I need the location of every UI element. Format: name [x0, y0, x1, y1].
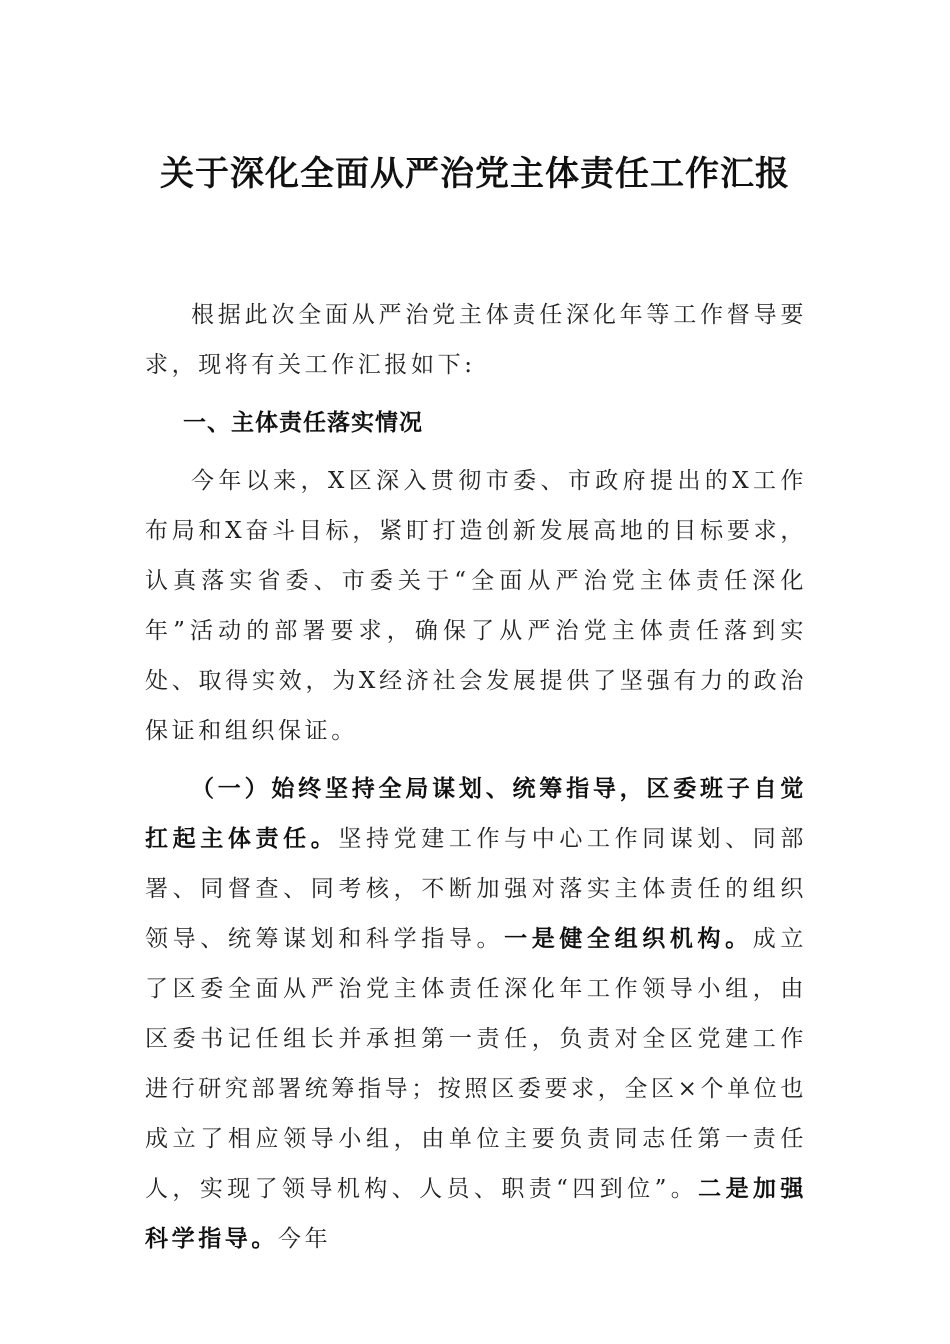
document-body	[145, 290, 807, 1264]
section-heading: 一、主体责任落实情况	[183, 410, 423, 436]
point-one-title: 一是健全组织机构。	[504, 925, 753, 952]
point-two-title: 二是加强科学指导。	[145, 1175, 807, 1252]
subsection-lead: （一）始终坚持全局谋划、统筹指导，区委班子自觉扛起主体责任。	[145, 775, 807, 852]
intro-paragraph: 根据此次全面从严治党主体责任深化年等工作督导要求，现将有关工作汇报如下:	[145, 302, 807, 378]
document-title: 关于深化全面从严治党主体责任工作汇报	[160, 154, 790, 194]
section-paragraph: 今年以来，X区深入贯彻市委、市政府提出的X工作布局和X奋斗目标，紧盯打造创新发展高地的目标要求，认真落实省委、市委关于“全面从严治党主体责任深化年”活动的部署要求，确保了从严治党主体责任落到实处、取得实效，为X经济社会发展提供了坚强有力的政治保证和组织保证。	[145, 468, 807, 744]
subsection-text: 坚持党建工作与中心工作同谋划、同部署、同督查、同考核，不断加强对落实主体责任的组织领导、统筹谋划和科学指导。	[145, 826, 808, 952]
point-two-text: 今年	[278, 1226, 332, 1252]
point-one-text: 成立了区委全面从严治党主体责任深化年工作领导小组，由区委书记任组长并承担第一责任，负责对全区党建工作进行研究部署统筹指导；按照区委要求，全区×个单位也成立了相应领导小组，由单位主要负责同志任第一责任人，实现了领导机构、人员、职责“四到位”。	[145, 926, 808, 1202]
subsection-paragraph	[145, 764, 807, 1264]
